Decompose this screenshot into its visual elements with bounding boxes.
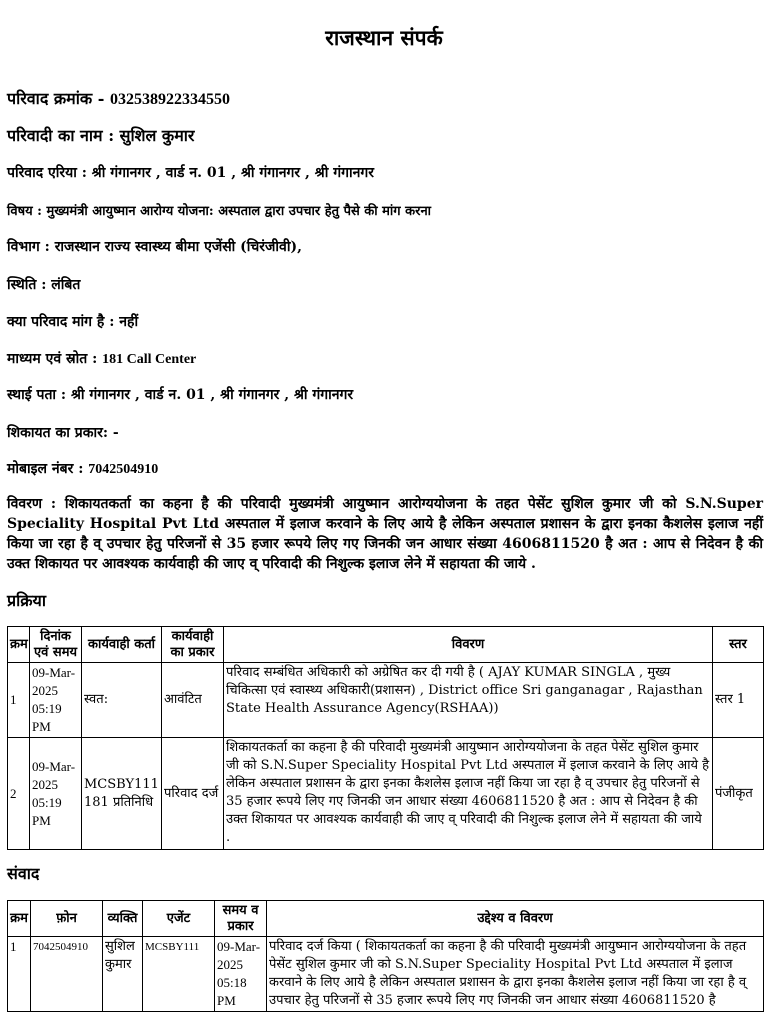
complaint-source-label: माध्यम एवं स्रोत : xyxy=(7,351,103,367)
process-cell-datetime: 09-Mar-2025 05:19 PM xyxy=(30,738,82,850)
process-cell-by: स्वत: xyxy=(82,663,162,738)
dialogue-cell-person: सुशिल कुमार xyxy=(103,937,143,1012)
complaint-source-value: 181 Call Center xyxy=(102,352,197,367)
process-col-sno: क्रम xyxy=(8,627,30,663)
complaint-area xyxy=(7,163,374,182)
process-cell-sno: 1 xyxy=(8,663,30,738)
dialogue-cell-phone: 7042504910 xyxy=(31,937,103,1012)
complainant-name-value: सुशिल कुमार xyxy=(119,126,195,145)
process-cell-by: MCSBY111 181 प्रतिनिधि xyxy=(82,738,162,850)
mobile-number-label: मोबाइल नंबर : xyxy=(7,461,89,477)
dialogue-col-time: समय व प्रकार xyxy=(215,901,267,937)
complaint-status-value: लंबित xyxy=(51,277,81,293)
dialogue-table xyxy=(7,900,764,1012)
complaint-subject-label: विषय : xyxy=(7,204,47,219)
department-label: विभाग : xyxy=(7,239,55,255)
complaint-type-label: शिकायत का प्रकार: xyxy=(7,425,113,441)
dialogue-header-row xyxy=(8,901,764,937)
table-row xyxy=(8,738,764,850)
complaint-number xyxy=(7,87,230,109)
dialogue-cell-agent: MCSBY111 xyxy=(143,937,215,1012)
process-heading: प्रक्रिया xyxy=(7,591,46,610)
department xyxy=(7,237,302,256)
table-row xyxy=(8,663,764,738)
process-cell-desc: शिकायतकर्ता का कहना है की परिवादी मुख्यमंत्री आयुष्मान आरोग्ययोजना के तहत पेसेंट सुशिल कुमार जी को S.N.Super Speciality Hospital Pvt Ltd अस्पताल में इलाज करवाने के लिए आये है लेकिन अस्पताल प्रशासन के द्वारा इनका कैशलेस इलाज नहीं किया जा रहा है व् उपचार हेतु परिजनों से 35 हजार रूपये लिए गए जिनकी जन आधार संख्या 4606811520 है अत : आप से निदेवन है की उक्त शिकायत पर आवश्यक कार्यवाही की जाए व् परिवादी की निशुल्क इलाज लेने में सहायता की जाये . xyxy=(224,738,713,850)
process-cell-level: पंजीकृत xyxy=(713,738,764,850)
dialogue-col-phone: फ़ोन xyxy=(31,901,103,937)
complaint-details-label: विवरण : xyxy=(7,496,65,512)
page-title: राजस्थान संपर्क xyxy=(325,25,443,50)
process-col-type: कार्यवाही का प्रकार xyxy=(162,627,224,663)
process-cell-desc: परिवाद सम्बंधित अधिकारी को अग्रेषित कर दी गयी है ( AJAY KUMAR SINGLA , मुख्य चिकित्सा एवं स्वास्थ्य अधिकारी(प्रशासन) , District office Sri ganganagar , Rajasthan State Health Assurance Agency(RSHAA)) xyxy=(224,663,713,738)
permanent-address xyxy=(7,385,353,404)
complaint-area-value: श्री गंगानगर , वार्ड न. 01 , श्री गंगानगर , श्री गंगानगर xyxy=(91,165,374,181)
department-value: राजस्थान राज्य स्वास्थ्य बीमा एजेंसी (चिरंजीवी), xyxy=(54,239,302,255)
complainant-name xyxy=(7,124,194,146)
process-cell-sno: 2 xyxy=(8,738,30,850)
process-cell-type: आवंटित xyxy=(162,663,224,738)
complaint-number-value: 032538922334550 xyxy=(109,91,230,108)
mobile-number-value: 7042504910 xyxy=(88,462,159,477)
process-cell-datetime: 09-Mar-2025 05:19 PM xyxy=(30,663,82,738)
process-header-row xyxy=(8,627,764,663)
permanent-address-value: श्री गंगानगर , वार्ड न. 01 , श्री गंगानगर , श्री गंगानगर xyxy=(70,387,354,403)
table-row xyxy=(8,937,764,1012)
process-col-level: स्तर xyxy=(713,627,764,663)
dialogue-cell-purpose: परिवाद दर्ज किया ( शिकायतकर्ता का कहना है की परिवादी मुख्यमंत्री आयुष्मान आरोग्ययोजना के तहत पेसेंट सुशिल कुमार जी को S.N.Super Speciality Hospital Pvt Ltd अस्पताल में इलाज करवाने के लिए आये है लेकिन अस्पताल प्रशासन के द्वारा इनका कैशलेस इलाज नहीं किया जा रहा है व् उपचार हेतु परिजनों से 35 हजार रूपये लिए गए जिनकी जन आधार संख्या 4606811520 है xyxy=(267,937,764,1012)
process-col-desc: विवरण xyxy=(224,627,713,663)
complaint-number-label: परिवाद क्रमांक - xyxy=(7,89,110,108)
complaint-status-label: स्थिति : xyxy=(7,277,52,293)
complaint-type-value: - xyxy=(112,425,119,441)
dialogue-heading: संवाद xyxy=(7,864,40,883)
complaint-source xyxy=(7,349,196,368)
process-col-by: कार्यवाही कर्ता xyxy=(82,627,162,663)
permanent-address-label: स्थाई पता : xyxy=(7,387,71,403)
process-table xyxy=(7,626,764,850)
mobile-number xyxy=(7,459,158,478)
process-cell-level: स्तर 1 xyxy=(713,663,764,738)
dialogue-cell-sno: 1 xyxy=(8,937,31,1012)
complaint-area-label: परिवाद एरिया : xyxy=(7,165,92,181)
dialogue-col-agent: एजेंट xyxy=(143,901,215,937)
complaint-details-value: शिकायतकर्ता का कहना है की परिवादी मुख्यमंत्री आयुष्मान आरोग्ययोजना के तहत पेसेंट सुशिल कुमार जी को S.N.Super Speciality Hospital Pvt Ltd अस्पताल में इलाज करवाने के लिए आये है लेकिन अस्पताल प्रशासन के द्वारा इनका कैशलेस इलाज नहीं किया जा रहा है व् उपचार हेतु परिजनों से 35 हजार रूपये लिए गए जिनकी जन आधार संख्या 4606811520 है अत : आप से निदेवन है की उक्त शिकायत पर आवश्यक कार्यवाही की जाए व् परिवादी की निशुल्क इलाज लेने में सहायता की जाये . xyxy=(7,496,763,572)
dialogue-cell-time: 09-Mar-2025 05:18 PM xyxy=(215,937,267,1012)
complaint-type xyxy=(7,423,119,442)
is-demand xyxy=(7,312,138,331)
complaint-status xyxy=(7,275,80,294)
process-cell-type: परिवाद दर्ज xyxy=(162,738,224,850)
complaint-details xyxy=(7,494,763,574)
complaint-subject-value: मुख्यमंत्री आयुष्मान आरोग्य योजना: अस्पताल द्वारा उपचार हेतु पैसे की मांग करना xyxy=(46,204,432,219)
is-demand-label: क्या परिवाद मांग है : xyxy=(7,314,120,330)
dialogue-col-sno: क्रम xyxy=(8,901,31,937)
complaint-subject xyxy=(7,201,431,219)
complainant-name-label: परिवादी का नाम : xyxy=(7,126,120,145)
process-col-datetime: दिनांक एवं समय xyxy=(30,627,82,663)
is-demand-value: नहीं xyxy=(119,314,139,330)
dialogue-col-person: व्यक्ति xyxy=(103,901,143,937)
dialogue-col-purpose: उद्देश्य व विवरण xyxy=(267,901,764,937)
